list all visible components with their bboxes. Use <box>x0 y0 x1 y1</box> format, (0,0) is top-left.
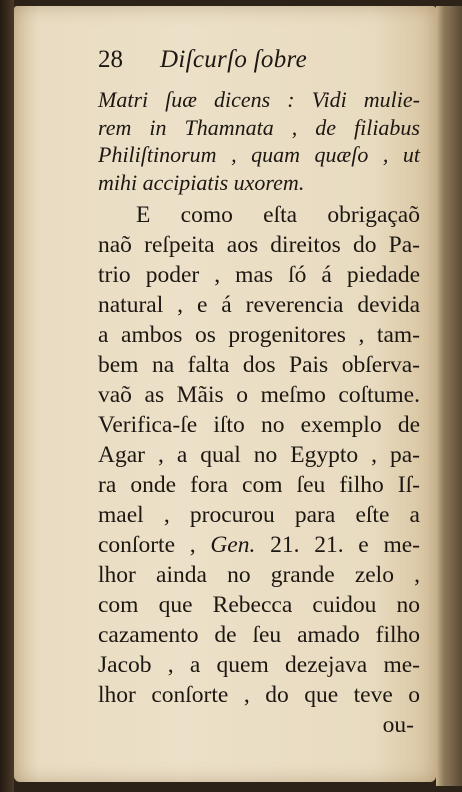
body-paragraph <box>98 200 420 710</box>
body-line: Jacob , a quem dezejava me- <box>98 652 420 678</box>
quote-line: mihi accipiatis uxorem. <box>98 169 305 195</box>
body-line: E como eſta obrigaçaõ <box>136 202 420 228</box>
body-line: lhor ainda no grande zelo , <box>98 562 420 588</box>
body-line: bem na falta dos Pais obſerva- <box>98 352 420 378</box>
body-line: mael , procurou para eſte a <box>98 502 420 528</box>
body-line: naõ reſpeita aos direitos do Pa- <box>98 232 420 258</box>
quote-line: Matri ſuæ dicens : Vidi mulie- <box>98 87 420 112</box>
ref-before: conſorte , <box>98 532 211 558</box>
body-line: a ambos os progenitores , tam- <box>98 322 420 348</box>
running-title: Diſcurſo ſobre <box>160 46 308 73</box>
page-edge <box>436 6 462 786</box>
body-line: Agar , a qual no Egypto , pa- <box>98 442 420 468</box>
quote-line: rem in Thamnata , de filiabus <box>98 114 420 140</box>
body-line-with-reference <box>98 530 420 560</box>
body-line: ra onde fora com ſeu filho Iſ- <box>98 472 420 498</box>
body-line: trio poder , mas ſó á piedade <box>98 262 420 288</box>
page-text <box>98 46 420 740</box>
latin-quotation <box>98 86 420 196</box>
quote-line: Philiſtinorum , quam quæſo , ut <box>98 142 420 167</box>
body-line: lhor conſorte , do que teve o <box>98 682 420 708</box>
page-header <box>98 46 420 86</box>
body-line: natural , e á reverencia devida <box>98 292 420 318</box>
book-spine <box>0 0 14 792</box>
body-line: vaõ as Mãis o meſmo coſtume. <box>98 382 420 408</box>
catchword: ou- <box>382 712 414 738</box>
bible-reference: Gen. <box>210 532 256 558</box>
body-line: cazamento de ſeu amado filho <box>98 622 420 648</box>
page-number: 28 <box>98 46 123 73</box>
ref-after: 21. 21. e me- <box>255 532 420 558</box>
body-line: Verifica-ſe iſto no exemplo de <box>98 412 420 438</box>
body-line: com que Rebecca cuidou no <box>98 592 420 618</box>
